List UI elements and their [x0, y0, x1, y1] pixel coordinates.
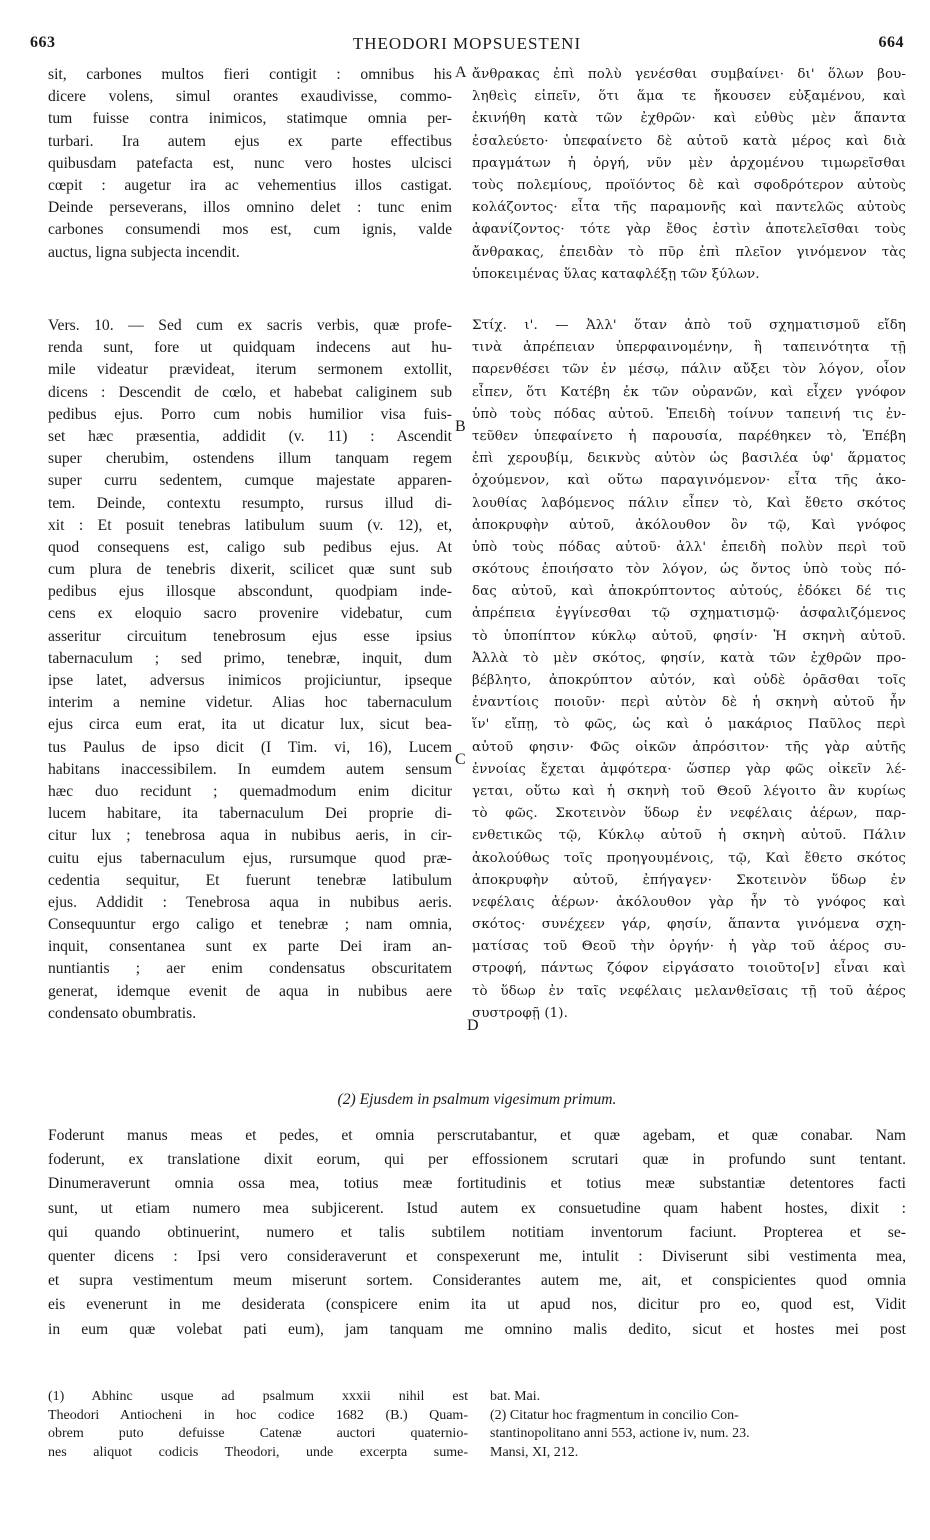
greek-text-line: τὸ ὕδωρ ἐν ταῖς νεφέλαις μελανθεῖσαις τῇ τοῦ ἀέρος	[472, 983, 906, 999]
latin-text-line: dicere volens, simul orantes exaudivisse, commo-	[48, 88, 452, 106]
greek-text-line: ἀποκρυφὴν αὐτοῦ, ἀκόλουθον ὂν τῷ, Καὶ γνόφος	[472, 517, 906, 533]
full-text-line: quenter dicens : Ipsi vero consideraverunt et conspexerunt me, intulit : Diviserunt sibi vestimenta mea,	[48, 1247, 906, 1265]
latin-text-line: condensato obumbratis.	[48, 1004, 197, 1022]
greek-text-line: σκότος· συνέχεεν γάρ, φησίν, ἅπαντα γινόμενα σχη-	[472, 917, 906, 933]
latin-text-line: renda sunt, fore ut quidquam indecens aut hu-	[48, 339, 452, 357]
latin-text-line: set hæc præsentia, addidit (v. 11) : Ascendit	[48, 427, 452, 445]
greek-text-line: τινὰ ἀπρέπειαν ὑπερφαινομένην, ἢ ταπεινότητα τῇ	[472, 340, 906, 356]
latin-text-line: interim a nemine videtur. Alias hoc tabernaculum	[48, 694, 452, 712]
greek-text-line: δας αὐτοῦ, καὶ ἀποκρύπτοντος αὐτούς, ἐδόκει δέ τις	[472, 584, 906, 600]
section-marker-b: B	[455, 418, 466, 435]
greek-text-line: ληθεὶς εἰπεῖν, ὅτι ἅμα τε ἤκουσεν εὐξαμένου, καὶ	[472, 89, 906, 105]
greek-text-line: σκότους ἐποιήσατο τὸν λόγον, ὡς ὄντος ὑπὸ τοὺς πό-	[472, 562, 906, 578]
footnote-line: obrem puto defuisse Catenæ auctori quaternio-	[48, 1426, 468, 1441]
latin-text-line: citur lux ; tenebrosa aqua in nubibus aeris, in cir-	[48, 827, 452, 845]
greek-text-line: τὸ ὑποπίπτον κύκλῳ αὐτοῦ, φησίν· Ἡ σκηνὴ αὐτοῦ.	[472, 628, 906, 644]
full-text-line: Dinumeraverunt omnia ossa mea, totius meæ fortitudinis et totius meæ substantiæ detentores facti	[48, 1175, 906, 1193]
latin-text-line: mile videatur prævideat, iterum sermonem extollit,	[48, 361, 452, 379]
footnote-right	[490, 1388, 906, 1462]
latin-text-line: hæc duo recidunt ; quemadmodum enim dicitur	[48, 782, 452, 800]
full-text-line: in eum quæ volebat pati eum), jam tanquam me omnino malis dedito, sicut et hostes mei post	[48, 1320, 906, 1338]
latin-text-line: habitans inaccessibilem. In eumdem autem sensum	[48, 760, 452, 778]
greek-column-block-2	[472, 315, 906, 1025]
latin-text-line: dicens : Descendit de cœlo, et habebat caliginem sub	[48, 383, 452, 401]
full-text-line: Foderunt manus meas et pedes, et omnia perscrutabantur, et quæ agebam, et quæ conabar. Nam	[48, 1127, 906, 1144]
greek-text-line: ὑπὸ τοὺς πόδας αὐτοῦ. Ἐπειδὴ τοίνυν ταπεινή τις ἐν-	[472, 406, 906, 422]
greek-text-line: ὀχούμενον, καὶ οὕτω παραγινόμενον· εἶτα τῆς ἀκο-	[472, 473, 906, 489]
latin-text-line: carbones consumendi mos est, cum ignis, valde	[48, 221, 452, 239]
greek-text-line: ἀκολούθως τοῖς προηγουμένοις, τῷ, Καὶ ἔθετο σκότος	[472, 850, 906, 866]
latin-text-line: Vers. 10. — Sed cum ex sacris verbis, quæ profe-	[48, 317, 452, 334]
latin-text-line: super curru sedentem, cumque majestate apparen-	[48, 472, 452, 490]
latin-column-block-2	[48, 315, 452, 1025]
latin-text-line: pedibus ejus illosque abscondunt, quodpiam inde-	[48, 583, 452, 601]
greek-text-line: ματίσας τοῦ Θεοῦ τὴν ὀργήν· ἡ γὰρ τοῦ ἀέρος συ-	[472, 939, 906, 955]
greek-text-line: ἐννοίας ἔχεται ἀμφότερα· ὥσπερ γὰρ φῶς οἰκεῖν λέ-	[472, 761, 906, 777]
latin-text-line: asseritur circuitum tenebrosum ejus esse ipsius	[48, 627, 452, 645]
greek-text-line: πραγμάτων ἡ ὀργή, νῦν μὲν ἀρχομένου τιμωρεῖσθαι	[472, 155, 906, 171]
latin-text-line: inquit, consentanea sunt ex parte Dei iram an-	[48, 938, 452, 956]
full-text-line: eis evenerunt in me desiderata (conspicere enim ita ut apud nos, dicitur pro eo, quod est, Vidit	[48, 1296, 906, 1314]
latin-text-line: quibusdam patefacta est, nunc vero hostes ulcisci	[48, 154, 452, 172]
greek-text-line: νεφέλαις ἀέρων· ἀκόλουθον γὰρ ἦν τὸ γνόφος καὶ	[472, 894, 906, 910]
latin-text-line: quod consequens est, caligo sub pedibus ejus. At	[48, 538, 452, 556]
greek-text-line: τεῦθεν ὑπεφαίνετο ἡ παρουσία, παρέθηκεν τὸ, Ἐπέβη	[472, 428, 906, 444]
latin-text-line: tus Paulus de ipso dicit (I Tim. vi, 16), Lucem	[48, 738, 452, 756]
greek-text-line: ἄνθρακας, ἐπειδὰν τὸ πῦρ ἐπὶ πλεῖον γινόμενον τὰς	[472, 244, 906, 260]
latin-text-line: nuntiantis ; aer enim condensatus obscuritatem	[48, 960, 452, 978]
greek-text-line: ἐκινήθη κατὰ τῶν ἐχθρῶν· καὶ εὐθὺς μὲν ἅπαντα	[472, 111, 906, 127]
footnote-line: (1) Abhinc usque ad psalmum xxxii nihil est	[48, 1389, 468, 1404]
latin-text-line: ipse latet, adversus inimicos projiciuntur, ipseque	[48, 672, 452, 689]
footnote-line: (2) Citatur hoc fragmentum in concilio Con-	[490, 1407, 739, 1423]
full-text-line: foderunt, ex translatione dixit eorum, qui per effossionem scrutari quæ in profundo sunt tentant.	[48, 1151, 906, 1169]
section-marker-d: D	[467, 1017, 479, 1034]
greek-text-line: ἀφανίζοντος· τότε γὰρ ἔθος ἐστὶν ἀποτελεῖσθαι τοὺς	[472, 222, 906, 238]
greek-text-line: συστροφῇ (1).	[472, 1005, 568, 1021]
latin-text-line: tem. Deinde, contextu resumpto, rursus illud di-	[48, 494, 452, 512]
greek-text-line: ἵν' εἴπῃ, τὸ φῶς, ὡς καὶ ὁ μακάριος Παῦλος περὶ	[472, 717, 906, 733]
greek-text-line: ἀπρέπεια ἐγγίνεσθαι τῷ σχηματισμῷ· ἀσφαλιζόμενος	[472, 606, 906, 622]
full-width-text	[48, 1124, 906, 1342]
greek-text-line: ἐπὶ χερουβίμ, δεικνὺς αὐτὸν ὡς βασιλέα ὑφ' ἅρματος	[472, 451, 906, 467]
page-number-right: 664	[878, 34, 904, 51]
full-text-line: qui quando obtinuerint, numero et talis subtilem notitiam inventorum faciunt. Propterea et se-	[48, 1223, 906, 1241]
footnote-line: nes aliquot codicis Theodori, unde excerpta sume-	[48, 1444, 468, 1460]
latin-text-line: tabernaculum ; sed primo, tenebræ, inquit, dum	[48, 649, 452, 667]
running-title: THEODORI MOPSUESTENI	[352, 34, 582, 53]
greek-text-line: ὑπὸ τοὺς πόδας αὐτοῦ· ἀλλ' ἐπειδὴ πολὺν περὶ τοῦ	[472, 539, 906, 555]
greek-text-line: ἐναντίοις ποιοῦν· περὶ αὐτὸν δὲ ἡ σκηνὴ αὐτοῦ ἦν	[472, 695, 906, 711]
section-marker-a: A	[455, 64, 467, 81]
section-heading	[48, 1088, 906, 1112]
full-text-line: et supra vestimentum meum miserunt sortem. Considerantes autem me, ait, et conspicientes quod omnia	[48, 1272, 906, 1290]
latin-column-block-1	[48, 64, 452, 264]
latin-text-line: ejus circa eum erat, ita ut dicatur lux, sicut bea-	[48, 716, 452, 734]
latin-text-line: cedentia sequitur, Et fuerunt tenebræ latibulum	[48, 871, 452, 889]
footnote-left	[48, 1388, 468, 1462]
greek-text-line: ενθετικῶς τῷ, Κύκλῳ αὐτοῦ ἡ σκηνὴ αὐτοῦ. Πάλιν	[472, 828, 906, 844]
greek-text-line: παρενθέσει τῶν ἐν μέσῳ, πάλιν αὔξει τὸν λόγον, οἷον	[472, 362, 906, 378]
section-marker-c: C	[455, 751, 466, 768]
footnote-line: stantinopolitano anni 553, actione iv, num. 23.	[490, 1426, 750, 1441]
latin-text-line: pedibus ejus. Porro cum nobis humilior visa fuis-	[48, 405, 452, 423]
greek-text-line: στροφή, πάντως ζόφον εἰργάσατο τοιοῦτο[ν] εἶναι καὶ	[472, 961, 906, 977]
greek-text-line: ὑποκειμένας ὕλας καταφλέξῃ τῶν ξύλων.	[472, 266, 760, 282]
latin-text-line: turbari. Ira autem ejus ex parte effectibus	[48, 132, 452, 150]
latin-text-line: auctus, ligna subjecta incendit.	[48, 243, 240, 261]
latin-text-line: Consequuntur ergo caligo et tenebræ ; nam omnia,	[48, 916, 452, 934]
greek-text-line: Στίχ. ι'. — Ἀλλ' ὅταν ἀπὸ τοῦ σχηματισμοῦ εἴδη	[472, 318, 906, 333]
latin-text-line: lucem habitare, ita tabernaculum Dei proprie di-	[48, 805, 452, 823]
greek-text-line: λουθίας λαβόμενος πάλιν εἶπεν τὸ, Καὶ ἔθετο σκότος	[472, 495, 906, 511]
latin-text-line: sit, carbones multos fieri contigit : omnibus his	[48, 66, 452, 83]
latin-text-line: generat, idemque evenit de aqua in nubibus aere	[48, 982, 452, 1000]
latin-text-line: tum fuisse contra inimicos, statimque omnia per-	[48, 110, 452, 128]
footnote-line: bat. Mai.	[490, 1389, 541, 1404]
greek-text-line: ἀποκρυφὴν αὐτοῦ, ἐπήγαγεν· Σκοτεινὸν ὕδωρ ἐν	[472, 872, 906, 888]
greek-column-block-1	[472, 64, 906, 286]
footnote-line: Mansi, XI, 212.	[490, 1444, 579, 1460]
latin-text-line: cœpit : augetur ira ac vehementius illos castigat.	[48, 176, 452, 194]
latin-text-line: cens ex eloquio sacro provenire videbatur, cum	[48, 605, 452, 623]
greek-text-line: γεται, οὕτω καὶ ἡ σκηνὴ τοῦ Θεοῦ λέγοιτο ἂν κυρίως	[472, 783, 906, 799]
latin-text-line: super cherubim, ostendens illum tanquam regem	[48, 450, 452, 468]
footnote-line: Theodori Antiocheni in hoc codice 1682 (B.) Quam-	[48, 1407, 468, 1423]
latin-text-line: ejus. Addidit : Tenebrosa aqua in nubibus aeris.	[48, 893, 452, 911]
latin-text-line: cuitu ejus tabernaculum ejus, rursumque quod præ-	[48, 849, 452, 867]
page-number-left: 663	[30, 34, 56, 51]
full-text-line: sunt, ut etiam numero mea subjicerent. Istud autem ex consuetudine quam habent hostes, dixit :	[48, 1199, 906, 1217]
greek-text-line: Ἀλλὰ τὸ μὲν σκότος, φησίν, κατὰ τῶν ἐχθρῶν προ-	[472, 650, 906, 666]
greek-text-line: κολάζοντος· εἶτα τῆς παραμονῆς καὶ παντελῶς αὐτοὺς	[472, 200, 906, 216]
greek-text-line: τοὺς πολεμίους, προϊόντος δὲ καὶ σφοδρότερον αὐτοὺς	[472, 177, 906, 193]
running-header	[30, 34, 904, 56]
section-heading-text: (2) Ejusdem in psalmum vigesimum primum.	[337, 1091, 617, 1108]
greek-text-line: εἶπεν, ὅτι Κατέβη ἐκ τῶν οὐρανῶν, καὶ εἶχεν γνόφον	[472, 384, 906, 400]
latin-text-line: Deinde perseverans, illos omnino delet : tunc enim	[48, 199, 452, 217]
greek-text-line: τὸ φῶς. Σκοτεινὸν ὕδωρ ἐν νεφέλαις ἀέρων, παρ-	[472, 806, 906, 822]
greek-text-line: ἐσαλεύετο· ὑπεφαίνετο δὲ αὐτοῦ κατὰ μέρος καὶ διὰ	[472, 133, 906, 149]
greek-text-line: βέβλητο, ἀποκρύπτον αὐτόν, καὶ οὐδὲ ὁρᾶσθαι τοῖς	[472, 673, 906, 688]
greek-text-line: αὐτοῦ φησιν· Φῶς οἰκῶν ἀπρόσιτον· τῆς γὰρ αὐτῆς	[472, 739, 906, 755]
latin-text-line: cum plura de tenebris dixerit, scilicet quæ sunt sub	[48, 561, 452, 579]
greek-text-line: ἄνθρακας ἐπὶ πολὺ γενέσθαι συμβαίνει· δι' ὅλων βου-	[472, 67, 906, 82]
latin-text-line: xit : Et posuit tenebras latibulum suum (v. 12), et,	[48, 516, 452, 534]
